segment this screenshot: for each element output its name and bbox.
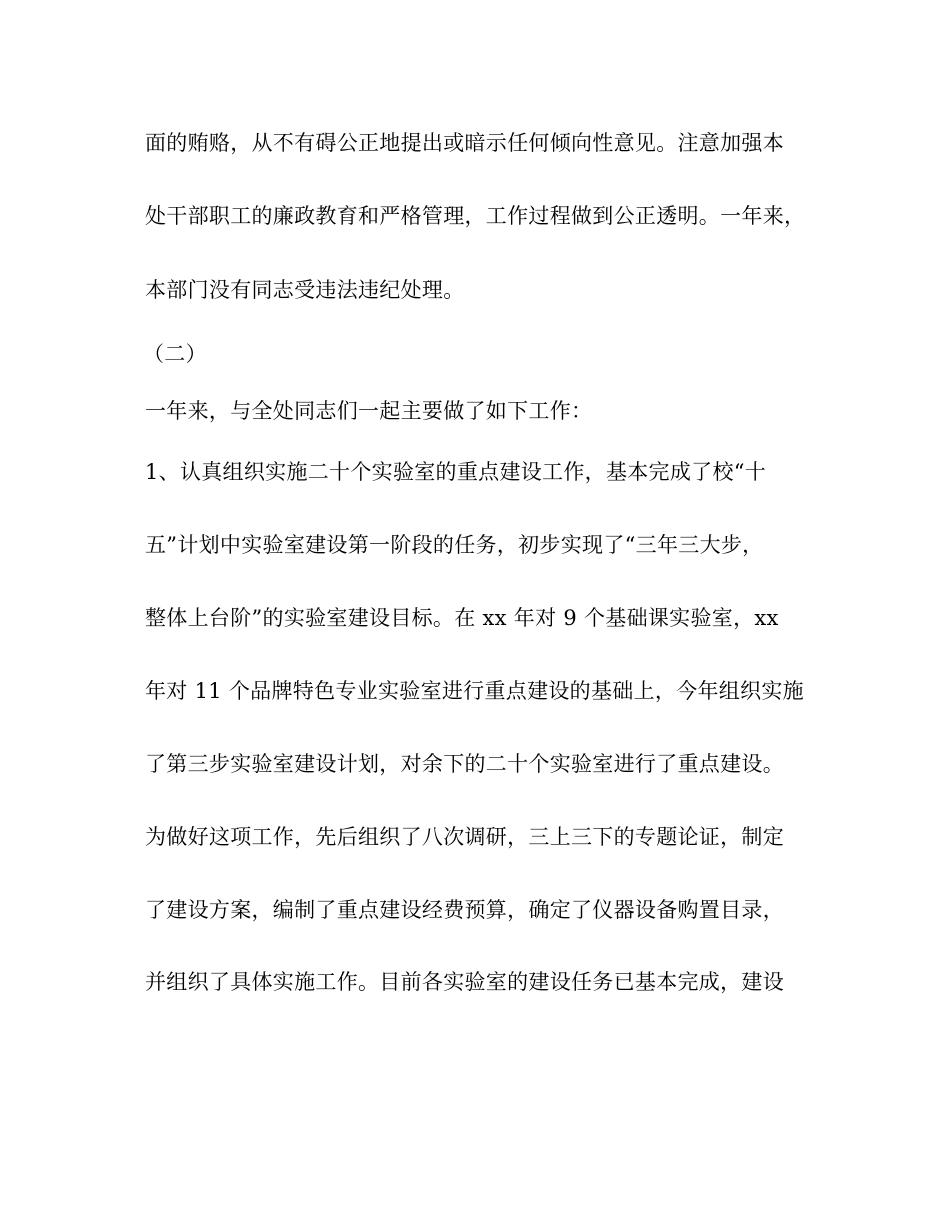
paragraph-line: 处干部职工的廉政教育和严格管理，工作过程做到公正透明。一年来，: [145, 204, 806, 228]
list-item-line: 1、认真组织实施二十个实验室的重点建设工作，基本完成了校“十: [145, 460, 767, 484]
section-heading: （二）: [143, 342, 207, 366]
paragraph-line: 本部门没有同志受违法违纪处理。: [145, 278, 465, 302]
paragraph-line: 年对 11 个品牌特色专业实验室进行重点建设的基础上，今年组织实施: [145, 679, 804, 703]
paragraph-line: 了第三步实验室建设计划，对余下的二十个实验室进行了重点建设。: [145, 752, 784, 776]
paragraph-line: 五”计划中实验室建设第一阶段的任务，初步实现了“三年三大步，: [145, 533, 764, 557]
paragraph-line: 面的贿赂，从不有碍公正地提出或暗示任何倾向性意见。注意加强本: [145, 131, 784, 155]
paragraph-line: 一年来，与全处同志们一起主要做了如下工作：: [145, 399, 593, 423]
paragraph-line: 并组织了具体实施工作。目前各实验室的建设任务已基本完成，建设: [145, 970, 784, 994]
paragraph-line: 整体上台阶”的实验室建设目标。在 xx 年对 9 个基础课实验室，xx: [145, 606, 779, 630]
paragraph-line: 为做好这项工作，先后组织了八次调研，三上三下的专题论证，制定: [145, 825, 784, 849]
paragraph-line: 了建设方案，编制了重点建设经费预算，确定了仪器设备购置目录，: [145, 898, 784, 922]
